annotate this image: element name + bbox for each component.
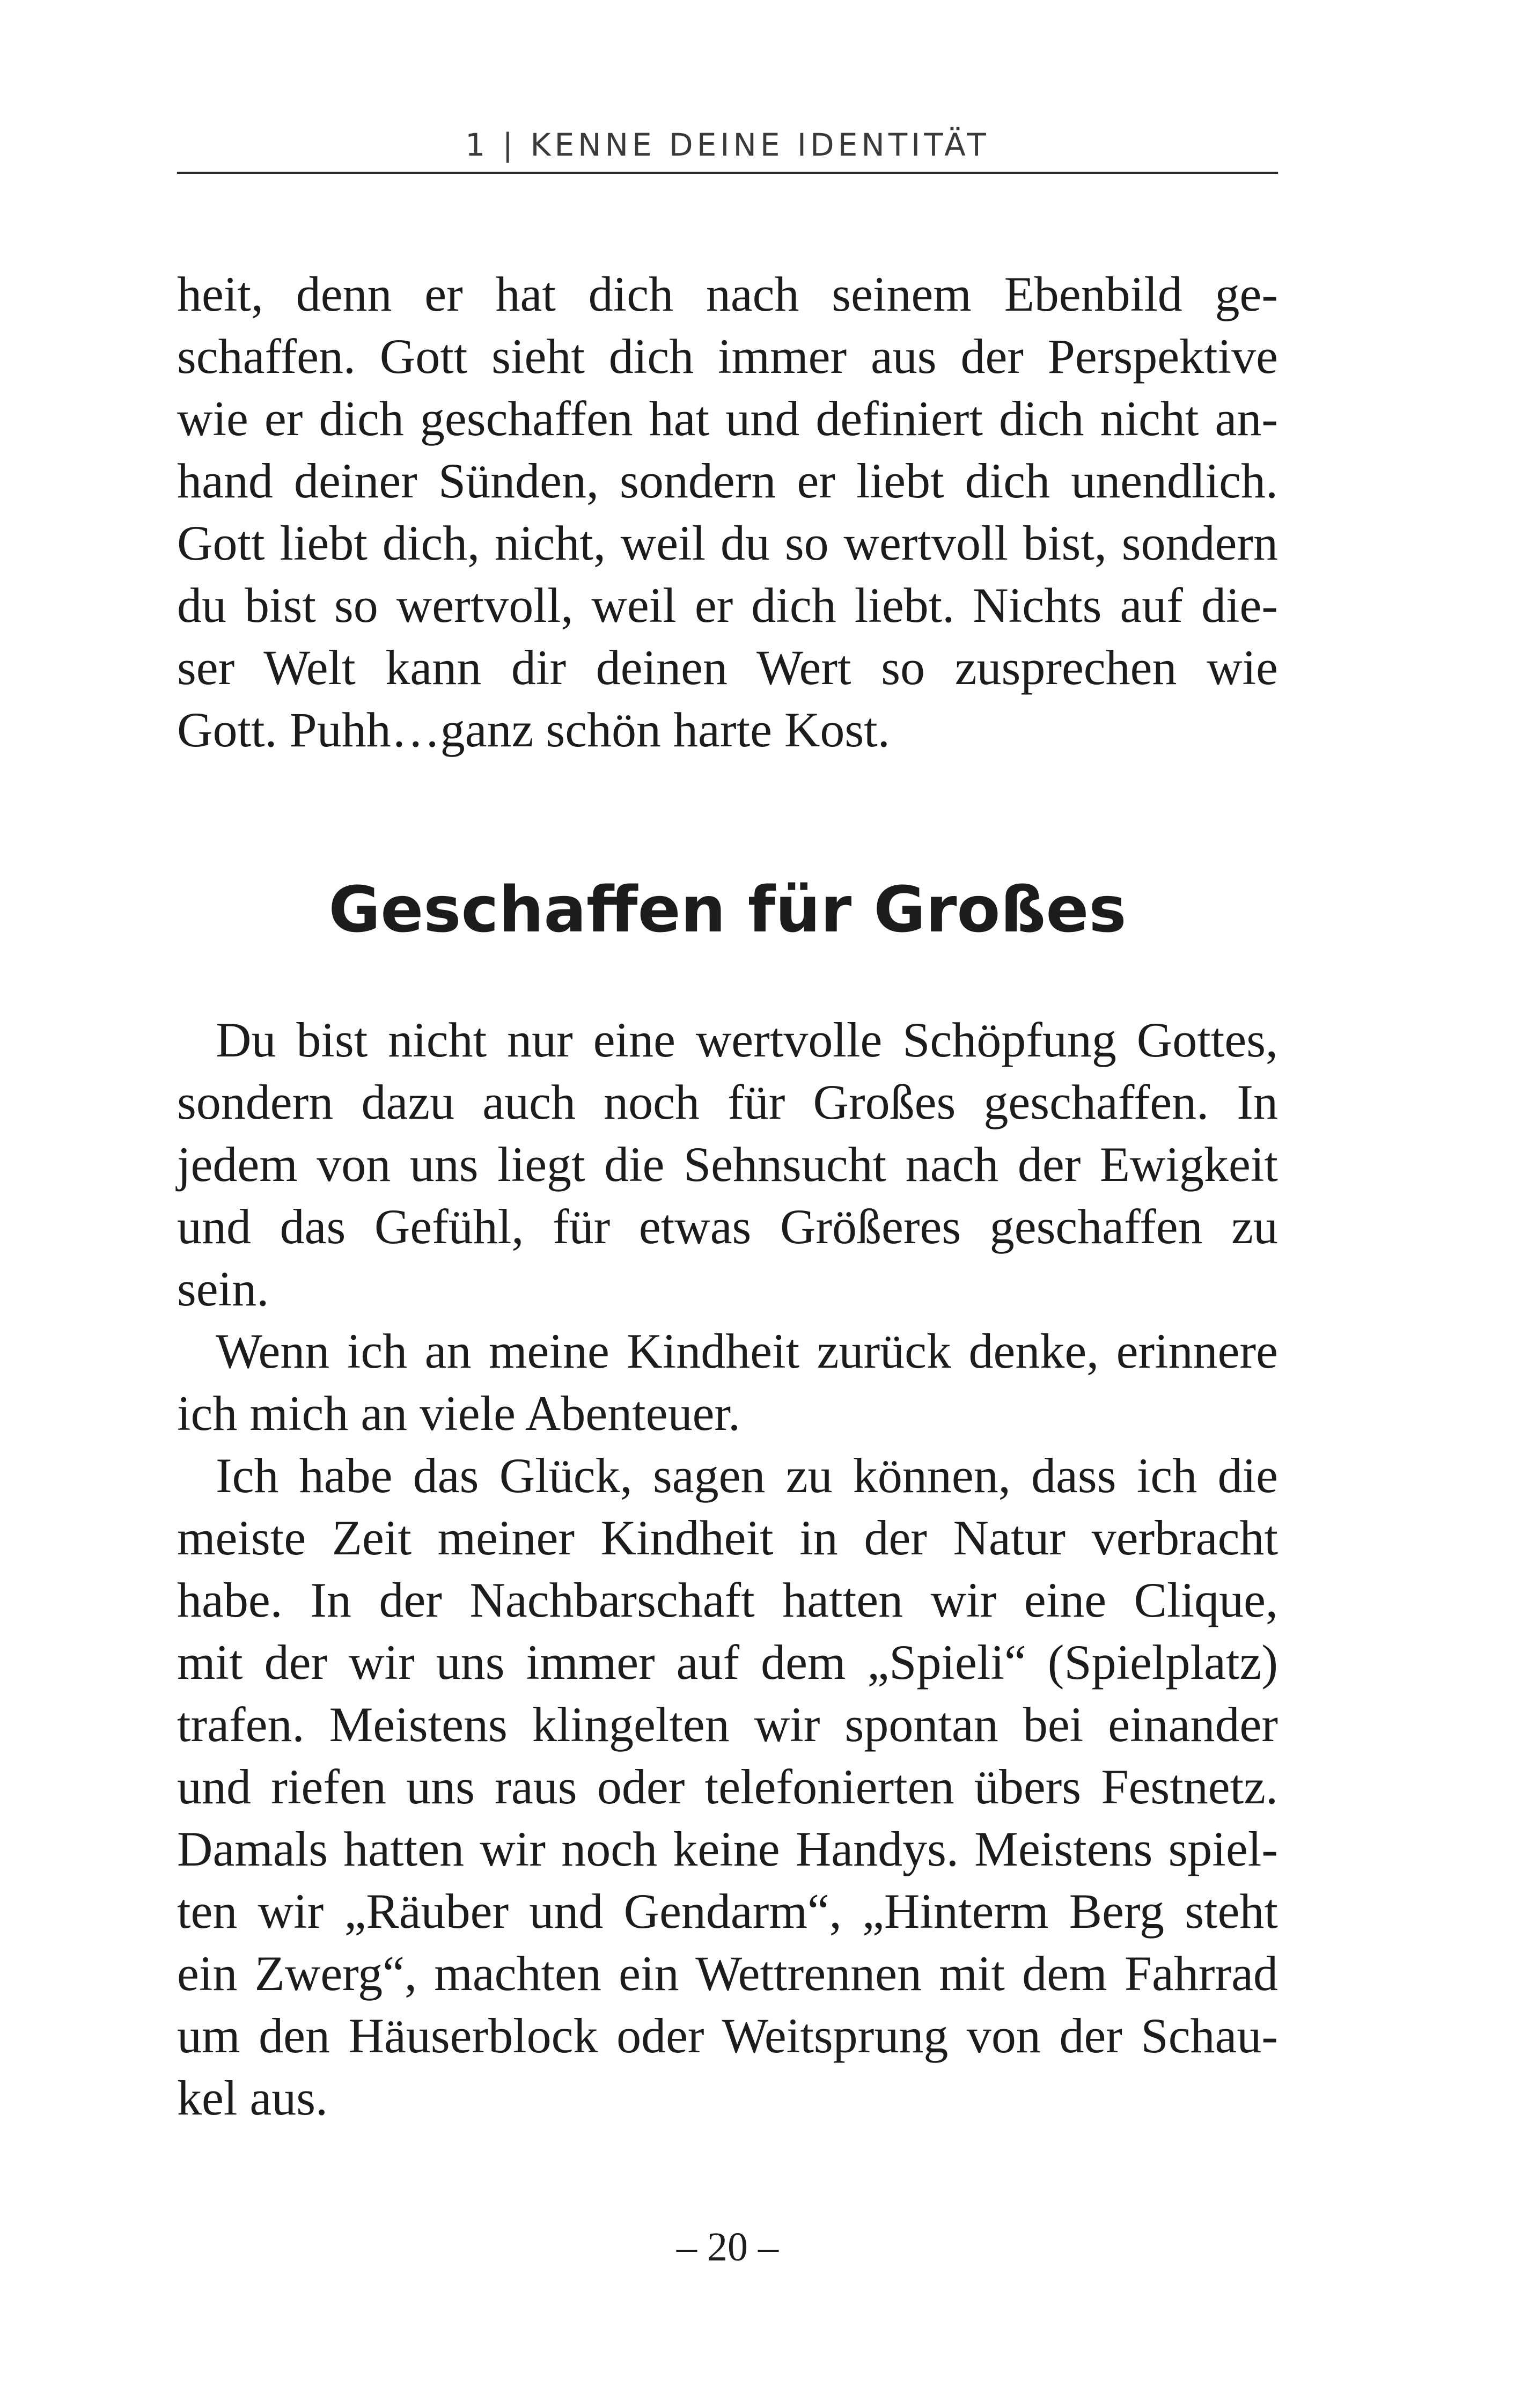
body-text-line: ten wir „Räuber und Gendarm“, „Hinterm Berg steht (177, 1884, 1278, 1939)
running-header: 1 | KENNE DEINE IDENTITÄT (465, 127, 990, 163)
body-text-line: hand deiner Sünden, sondern er liebt dich unendlich. (177, 453, 1278, 508)
body-text-line: und das Gefühl, für etwas Größeres geschaffen zu (177, 1199, 1278, 1254)
body-text-line: Ich habe das Glück, sagen zu können, dass ich die (216, 1448, 1278, 1503)
body-text-line: habe. In der Nachbarschaft hatten wir eine Clique, (177, 1573, 1278, 1627)
page-number: – 20 – (677, 2225, 778, 2270)
body-text-line: du bist so wertvoll, weil er dich liebt. Nichts auf die- (177, 578, 1278, 633)
body-text-line: und riefen uns raus oder telefonierten übers Festnetz. (177, 1759, 1278, 1814)
body-text-line: Du bist nicht nur eine wertvolle Schöpfung Gottes, (216, 1012, 1278, 1067)
body-text-line: trafen. Meistens klingelten wir spontan bei einander (177, 1697, 1278, 1752)
body-text-line: sein. (177, 1261, 269, 1316)
body-text-line: ein Zwerg“, machten ein Wettrennen mit dem Fahrrad (177, 1946, 1278, 2001)
section-heading: Geschaffen für Großes (328, 872, 1127, 946)
body-text-line: mit der wir uns immer auf dem „Spieli“ (Spielplatz) (177, 1635, 1278, 1690)
body-text-line: meiste Zeit meiner Kindheit in der Natur verbracht (177, 1510, 1278, 1565)
header-divider (177, 172, 1278, 174)
body-text-line: Gott liebt dich, nicht, weil du so wertvoll bist, sondern (177, 516, 1278, 570)
body-text-line: ich mich an viele Abenteuer. (177, 1386, 740, 1441)
body-text-line: heit, denn er hat dich nach seinem Ebenbild ge- (177, 267, 1278, 321)
body-text-line: schaffen. Gott sieht dich immer aus der Perspektive (177, 329, 1278, 384)
body-text-line: kel aus. (177, 2071, 328, 2125)
body-text-line: Gott. Puhh…ganz schön harte Kost. (177, 702, 890, 757)
body-text-line: um den Häuserblock oder Weitsprung von der Schau- (177, 2008, 1278, 2063)
body-text-line: ser Welt kann dir deinen Wert so zusprechen wie (177, 640, 1278, 695)
body-text-line: wie er dich geschaffen hat und definiert dich nicht an- (177, 391, 1278, 446)
body-text-line: Damals hatten wir noch keine Handys. Meistens spiel- (177, 1822, 1278, 1876)
body-text-line: jedem von uns liegt die Sehnsucht nach der Ewigkeit (177, 1137, 1278, 1192)
body-text-line: Wenn ich an meine Kindheit zurück denke, erinnere (216, 1324, 1278, 1378)
body-text-line: sondern dazu auch noch für Großes geschaffen. In (177, 1075, 1278, 1129)
